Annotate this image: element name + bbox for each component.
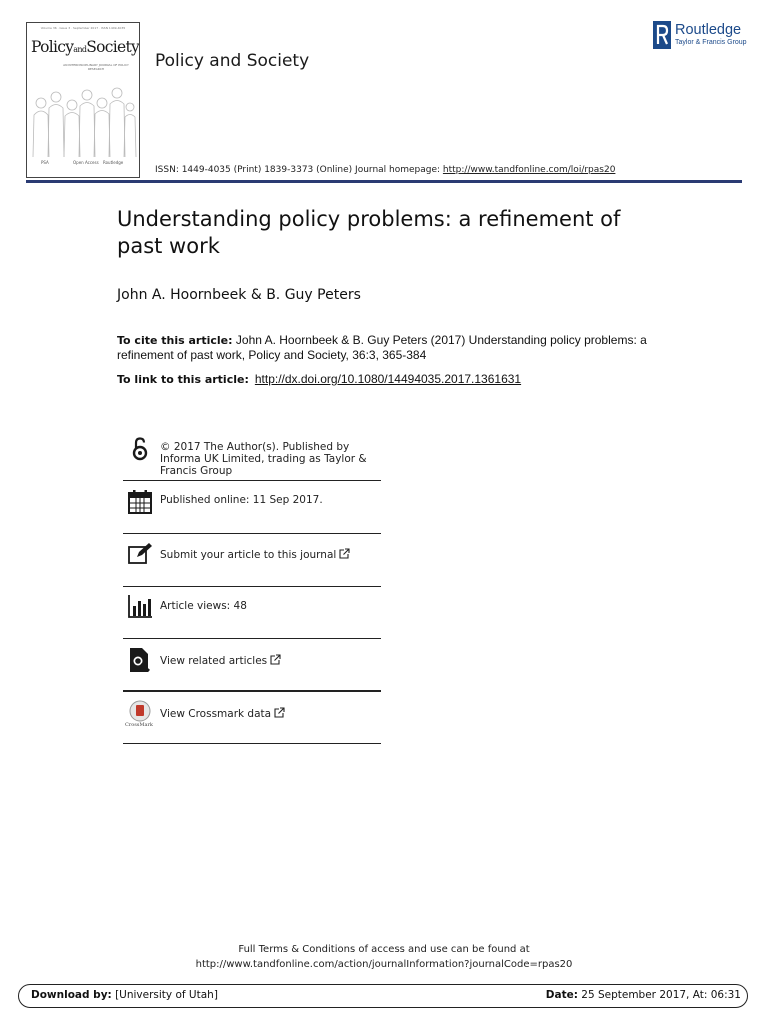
cover-silhouettes-illustration — [29, 81, 137, 157]
article-link-row — [117, 372, 521, 386]
cover-subtitle: AN INTERDISCIPLINARY JOURNAL OF POLICY RESEARCH — [63, 63, 129, 71]
article-title: Understanding policy problems: a refinement of past work — [117, 207, 621, 258]
routledge-r-icon — [653, 21, 671, 49]
article-link-label: To link to this article: — [117, 373, 249, 386]
bar-chart-icon — [127, 593, 153, 619]
download-by: Download by: [University of Utah] — [31, 989, 218, 1001]
external-link-icon — [270, 654, 281, 665]
calendar-icon — [127, 489, 153, 515]
edit-icon — [127, 541, 153, 567]
open-access-icon — [127, 436, 153, 462]
terms-url[interactable]: http://www.tandfonline.com/action/journalInformation?journalCode=rpas20 — [195, 959, 573, 970]
cover-footer-right: Routledge — [103, 160, 124, 165]
article-doi-link[interactable]: http://dx.doi.org/10.1080/14494035.2017.1361631 — [254, 372, 522, 386]
cover-top-line: Volume 36 · Issue 3 · September 2017 · ISSN 1449-4035 — [40, 26, 126, 30]
journal-name: Policy and Society — [155, 51, 310, 71]
terms-line-1: Full Terms & Conditions of access and use can be found at — [238, 944, 530, 955]
cover-title: PolicyandSociety — [31, 38, 140, 56]
submit-article-text: Submit your article to this journal — [160, 548, 385, 561]
citation-label: To cite this article: — [117, 334, 233, 347]
issn-line — [155, 165, 615, 175]
search-document-icon — [127, 647, 153, 673]
published-online-row — [123, 480, 381, 534]
related-articles-text: View related articles — [160, 654, 385, 667]
article-views-row — [123, 586, 381, 639]
article-views-text: Article views: 48 — [160, 600, 247, 612]
external-link-icon — [274, 707, 285, 718]
terms-notice — [130, 942, 638, 972]
download-info-bar — [18, 984, 748, 1008]
publisher-tagline: Taylor & Francis Group — [675, 39, 747, 46]
cover-footer-mid: Open Access — [73, 160, 99, 165]
article-authors: John A. Hoornbeek & B. Guy Peters — [117, 287, 361, 303]
publisher-logo[interactable] — [653, 21, 753, 51]
download-date: Date: 25 September 2017, At: 06:31 — [545, 989, 741, 1001]
published-online-text: Published online: 11 Sep 2017. — [160, 494, 323, 506]
issn-text: ISSN: 1449-4035 (Print) 1839-3373 (Online) Journal homepage: — [155, 165, 443, 175]
journal-cover — [26, 22, 140, 178]
license-text: © 2017 The Author(s). Published by Informa UK Limited, trading as Taylor & Francis Group — [160, 441, 367, 477]
journal-homepage-link[interactable]: http://www.tandfonline.com/loi/rpas20 — [442, 165, 616, 175]
header-divider — [26, 180, 742, 183]
crossmark-badge-text: CrossMark — [125, 722, 153, 728]
crossmark-text: View Crossmark data — [160, 707, 385, 720]
submit-article-link[interactable] — [123, 533, 381, 587]
crossmark-link[interactable] — [123, 691, 381, 744]
external-link-icon — [339, 548, 350, 559]
publisher-name: Routledge — [675, 22, 742, 38]
related-articles-link[interactable] — [123, 638, 381, 692]
open-access-notice — [123, 436, 381, 481]
citation-text: John A. Hoornbeek & B. Guy Peters (2017) Understanding policy problems: a refinement of past work, Policy and Society, 36:3, 365-384 — [117, 333, 647, 362]
cover-footer-left: PSA — [41, 160, 49, 165]
citation — [117, 333, 677, 363]
